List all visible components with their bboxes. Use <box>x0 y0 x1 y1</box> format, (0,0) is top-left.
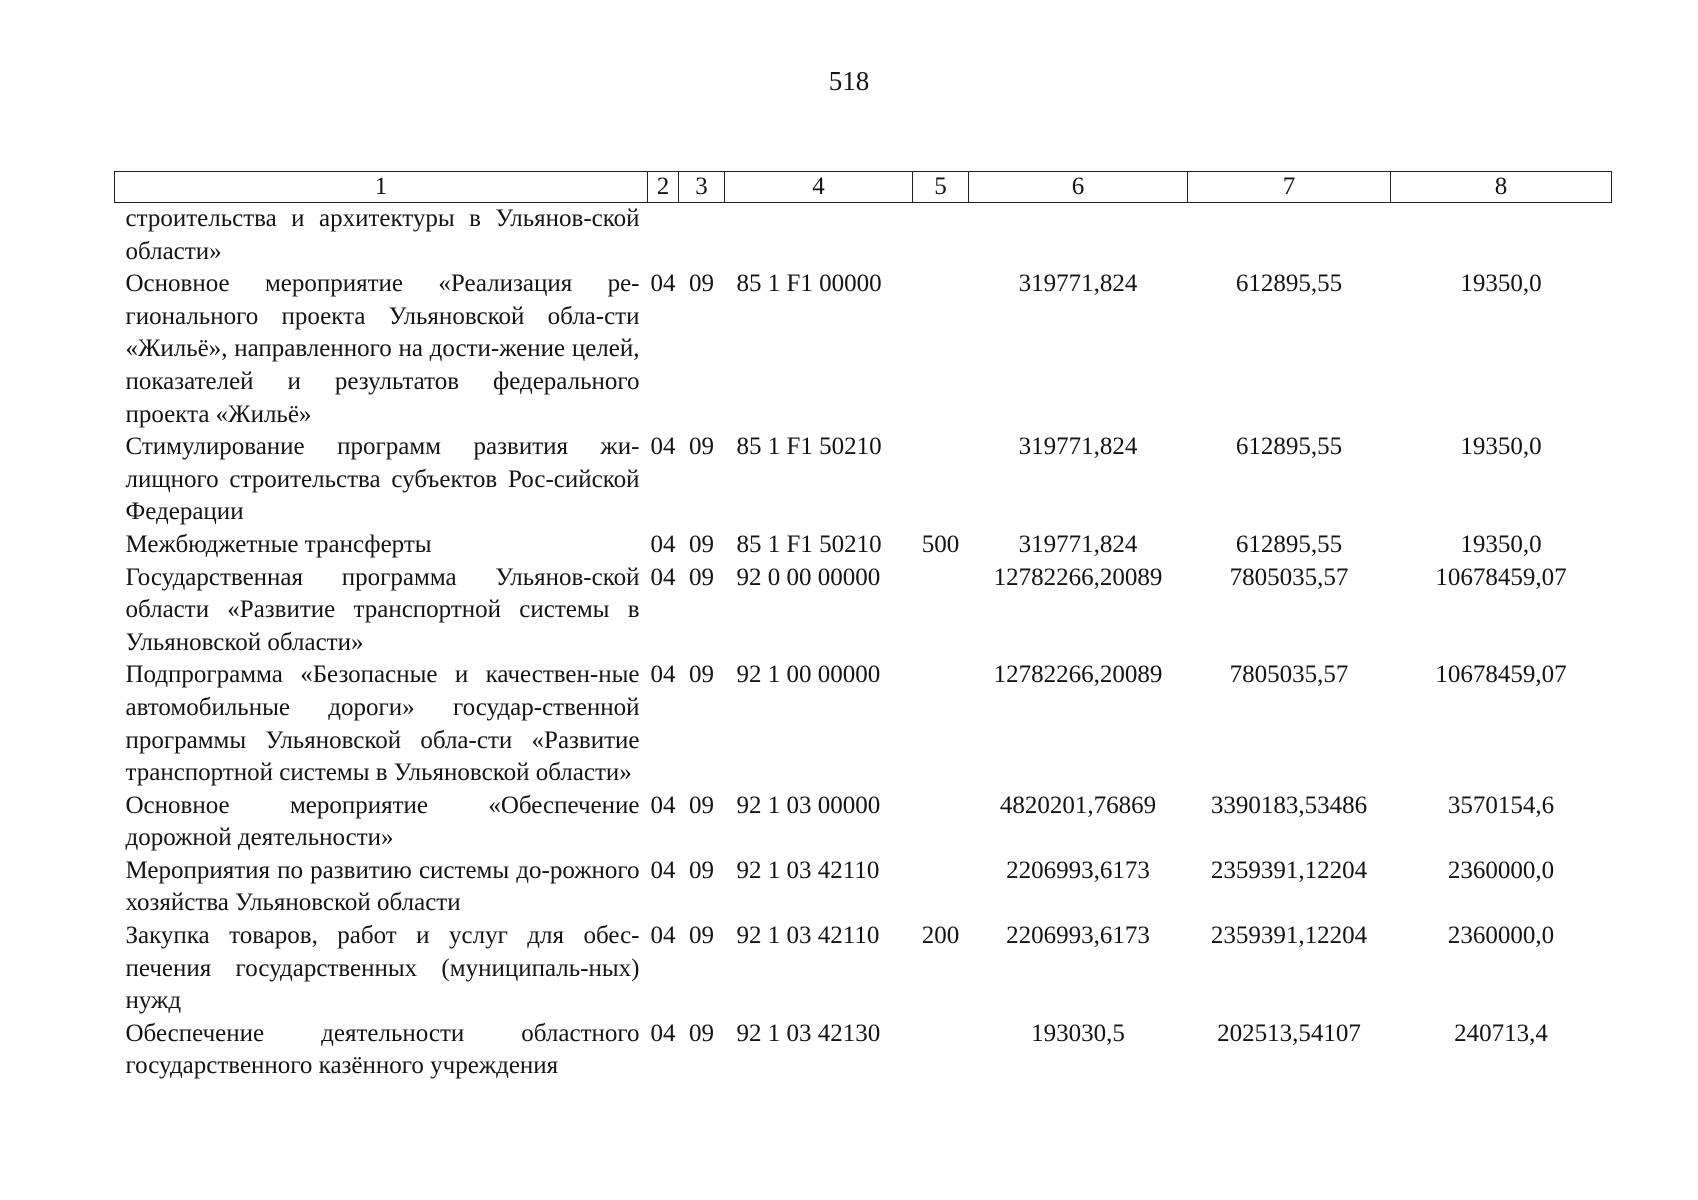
row-col-4: 92 0 00 00000 <box>736 563 881 591</box>
table-header <box>115 172 1612 203</box>
row-col-2: 04 <box>650 433 676 461</box>
row-col-2: 04 <box>650 530 676 558</box>
row-col-8: 2360000,0 <box>1447 856 1555 884</box>
row-col-6: 319771,824 <box>1018 433 1138 461</box>
table-row <box>115 659 1612 789</box>
row-col-5 <box>913 855 969 920</box>
row-col-4: 85 1 F1 50210 <box>736 530 882 558</box>
header-col-2: 2 <box>648 172 679 203</box>
row-col-7: 2359391,12204 <box>1210 856 1368 884</box>
row-description <box>115 659 648 789</box>
row-col-2: 04 <box>650 563 676 591</box>
row-col-6 <box>969 203 1188 269</box>
row-description-text: Основное мероприятие «Обеспечение дорожной деятельности» <box>125 791 640 852</box>
row-col-3: 09 <box>689 270 714 298</box>
row-description <box>115 203 648 269</box>
row-col-5: 200 <box>921 922 960 950</box>
row-col-7: 612895,55 <box>1235 530 1343 558</box>
row-description-text: Обеспечение деятельности областного государственного казённого учреждения <box>125 1019 640 1080</box>
row-col-6: 12782266,20089 <box>993 661 1163 689</box>
row-description-text: Стимулирование программ развития жи-лищного строительства субъектов Рос-сийской Федерации <box>125 433 640 526</box>
row-col-3: 09 <box>689 1019 714 1047</box>
row-col-5 <box>913 790 969 855</box>
row-col-6: 12782266,20089 <box>993 563 1163 591</box>
row-col-7: 2359391,12204 <box>1210 922 1368 950</box>
row-description-text: Основное мероприятие «Реализация ре-гионального проекта Ульяновской обла-сти «Жильё», направленного на дости-жение целей, показателей и результатов федерального проекта «Жильё» <box>125 270 640 428</box>
row-description <box>115 268 648 431</box>
row-description <box>115 562 648 660</box>
row-col-3: 09 <box>689 791 714 819</box>
row-col-4: 92 1 00 00000 <box>736 661 881 689</box>
row-col-4 <box>725 203 913 269</box>
row-col-8: 2360000,0 <box>1447 922 1555 950</box>
table-body <box>115 203 1612 1084</box>
row-col-6: 2206993,6173 <box>1006 922 1150 950</box>
table-row <box>115 1018 1612 1083</box>
row-col-6: 319771,824 <box>1018 270 1138 298</box>
row-col-2: 04 <box>650 922 676 950</box>
row-col-4: 92 1 03 42110 <box>736 856 880 884</box>
row-col-3 <box>679 203 725 269</box>
table-row <box>115 529 1612 562</box>
row-col-7: 7805035,57 <box>1229 661 1349 689</box>
table-row <box>115 855 1612 920</box>
row-col-7: 612895,55 <box>1235 433 1343 461</box>
row-col-4: 92 1 03 42110 <box>736 922 880 950</box>
row-col-4: 85 1 F1 50210 <box>736 433 882 461</box>
row-description-text: Мероприятия по развитию системы до-рожного хозяйства Ульяновской области <box>125 856 640 917</box>
header-col-1: 1 <box>115 172 648 203</box>
row-description-text: Закупка товаров, работ и услуг для обес-печения государственных (муниципаль-ных) нужд <box>125 922 640 1015</box>
header-row <box>115 172 1612 203</box>
row-description <box>115 529 648 562</box>
header-col-8: 8 <box>1391 172 1612 203</box>
row-col-8: 19350,0 <box>1460 530 1542 558</box>
row-description-text: Государственная программа Ульянов-ской области «Развитие транспортной системы в Ульяновской области» <box>125 563 640 656</box>
row-col-8: 10678459,07 <box>1435 661 1567 689</box>
page-number: 518 <box>828 66 870 96</box>
row-col-8: 3570154,6 <box>1447 791 1555 819</box>
row-col-3: 09 <box>689 856 714 884</box>
row-col-5 <box>913 562 969 660</box>
row-col-5 <box>913 659 969 789</box>
row-description <box>115 431 648 529</box>
row-col-2 <box>648 203 679 269</box>
row-col-4: 85 1 F1 00000 <box>736 270 882 298</box>
row-col-8: 10678459,07 <box>1435 563 1567 591</box>
row-col-2: 04 <box>650 1019 676 1047</box>
header-col-4: 4 <box>725 172 913 203</box>
budget-table <box>114 171 1612 1083</box>
row-description-text: Подпрограмма «Безопасные и качествен-ные автомобильные дороги» государ-ственной программы Ульяновской обла-сти «Развитие транспортной системы в Ульяновской области» <box>125 661 640 787</box>
table-row <box>115 268 1612 431</box>
header-col-7: 7 <box>1188 172 1391 203</box>
row-col-5 <box>913 268 969 431</box>
row-col-7: 7805035,57 <box>1229 563 1349 591</box>
row-col-8: 19350,0 <box>1460 270 1542 298</box>
row-col-8 <box>1391 203 1612 269</box>
header-col-6: 6 <box>969 172 1188 203</box>
table-row <box>115 431 1612 529</box>
row-description <box>115 1018 648 1083</box>
row-col-3: 09 <box>689 530 714 558</box>
row-col-8: 240713,4 <box>1454 1019 1548 1047</box>
row-col-6: 193030,5 <box>1031 1019 1125 1047</box>
row-description-text: строительства и архитектуры в Ульянов-ской области» <box>125 205 640 265</box>
row-col-5 <box>913 203 969 269</box>
row-col-2: 04 <box>650 856 676 884</box>
table-row <box>115 203 1612 269</box>
row-col-7 <box>1188 203 1391 269</box>
header-col-3: 3 <box>679 172 725 203</box>
row-col-5 <box>913 431 969 529</box>
row-col-6: 2206993,6173 <box>1006 856 1150 884</box>
table-row <box>115 562 1612 660</box>
row-col-6: 4820201,76869 <box>999 791 1157 819</box>
row-col-2: 04 <box>650 661 676 689</box>
row-col-3: 09 <box>689 922 714 950</box>
row-col-7: 3390183,53486 <box>1210 791 1368 819</box>
row-col-3: 09 <box>689 661 714 689</box>
row-col-7: 202513,54107 <box>1217 1019 1361 1047</box>
row-description <box>115 855 648 920</box>
row-description-text: Межбюджетные трансферты <box>125 530 432 558</box>
row-col-2: 04 <box>650 791 676 819</box>
row-col-2: 04 <box>650 270 676 298</box>
row-col-6: 319771,824 <box>1018 530 1138 558</box>
row-description <box>115 920 648 1018</box>
header-col-5: 5 <box>913 172 969 203</box>
row-description <box>115 790 648 855</box>
row-col-8: 19350,0 <box>1460 433 1542 461</box>
row-col-3: 09 <box>689 563 714 591</box>
row-col-7: 612895,55 <box>1235 270 1343 298</box>
table-row <box>115 790 1612 855</box>
row-col-4: 92 1 03 42130 <box>736 1019 881 1047</box>
row-col-5 <box>913 1018 969 1083</box>
table-row <box>115 920 1612 1018</box>
row-col-4: 92 1 03 00000 <box>736 791 881 819</box>
row-col-3: 09 <box>689 433 714 461</box>
row-col-5: 500 <box>921 530 960 558</box>
